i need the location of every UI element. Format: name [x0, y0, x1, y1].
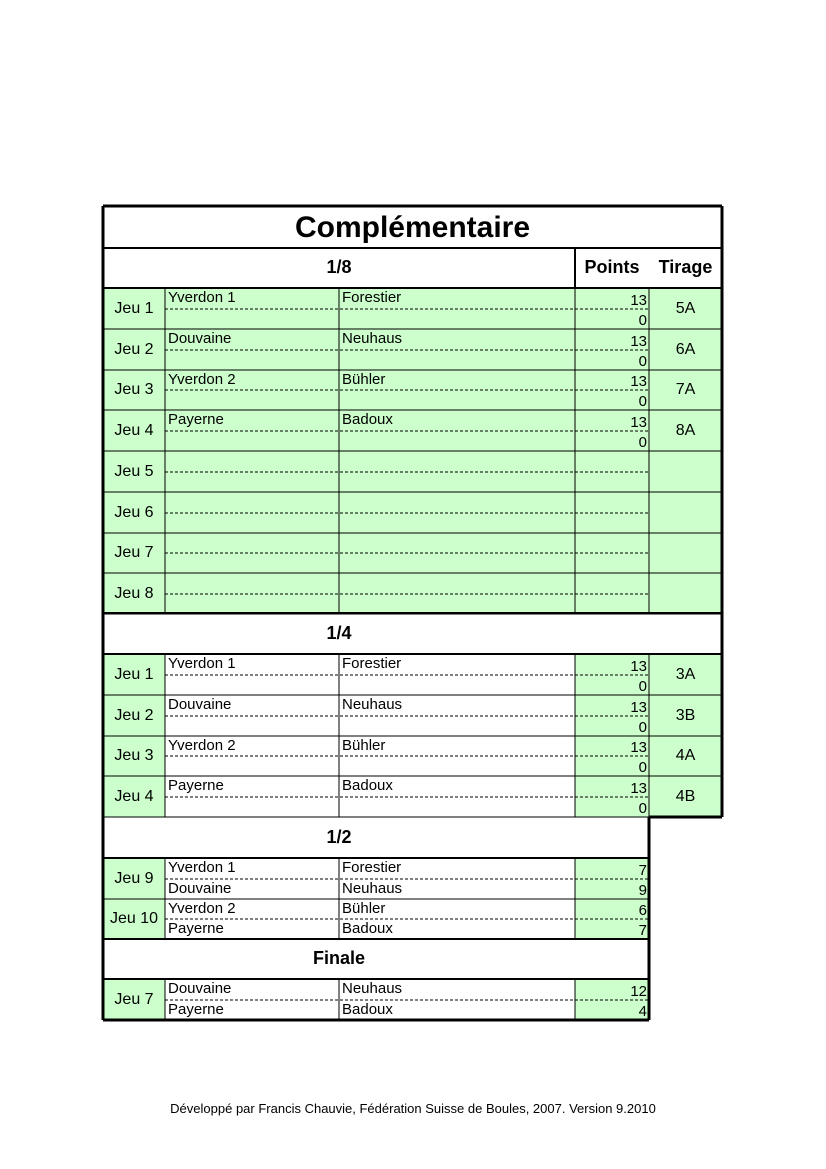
team-player-2: Badoux — [339, 410, 575, 431]
game-label: Jeu 3 — [103, 370, 165, 410]
score-cell: 13 — [575, 288, 649, 309]
game-label: Jeu 7 — [103, 533, 165, 573]
score-cell: 13 — [575, 695, 649, 716]
team-player-2: Forestier — [339, 654, 575, 675]
tirage-cell: 7A — [649, 370, 722, 410]
points-header: Points — [584, 257, 640, 277]
page-title: Complémentaire — [294, 211, 531, 244]
tirage-cell: 6A — [649, 329, 722, 370]
final-label: Finale — [312, 948, 365, 968]
team-player-2: Badoux — [339, 919, 575, 939]
team-player-2: Neuhaus — [339, 979, 575, 1000]
score-cell: 7 — [575, 858, 649, 879]
score-cell: 6 — [575, 899, 649, 919]
game-label: Jeu 5 — [103, 451, 165, 492]
tirage-cell: 4A — [649, 736, 722, 776]
quarters-label: 1/4 — [326, 623, 352, 643]
score-cell: 0 — [575, 756, 649, 776]
game-label: Jeu 7 — [103, 979, 165, 1020]
score-cell: 13 — [575, 370, 649, 390]
team-player-2: Neuhaus — [339, 879, 575, 899]
score-cell: 0 — [575, 797, 649, 817]
tirage-cell: 8A — [649, 410, 722, 451]
team-player-1: Douvaine — [165, 695, 339, 716]
team-player-2: Forestier — [339, 858, 575, 879]
footer-credit: Développé par Francis Chauvie, Fédération Suisse de Boules, 2007. Version 9.2010 — [170, 1101, 656, 1116]
team-player-2: Bühler — [339, 370, 575, 390]
team-player-1: Yverdon 1 — [165, 288, 339, 309]
game-label: Jeu 6 — [103, 492, 165, 533]
game-label: Jeu 2 — [103, 329, 165, 370]
team-player-1: Yverdon 2 — [165, 370, 339, 390]
team-player-1: Yverdon 1 — [165, 654, 339, 675]
team-player-2: Badoux — [339, 1000, 575, 1020]
tirage-header: Tirage — [658, 257, 713, 277]
score-cell: 0 — [575, 716, 649, 736]
score-cell: 7 — [575, 919, 649, 939]
score-cell: 13 — [575, 736, 649, 756]
round-header-label: 1/8 — [326, 257, 352, 277]
team-player-1: Douvaine — [165, 879, 339, 899]
game-label: Jeu 10 — [103, 899, 165, 939]
team-player-1: Payerne — [165, 919, 339, 939]
team-player-2: Neuhaus — [339, 329, 575, 350]
game-label: Jeu 1 — [103, 654, 165, 695]
score-cell: 13 — [575, 654, 649, 675]
team-player-1: Yverdon 2 — [165, 899, 339, 919]
team-player-2: Bühler — [339, 736, 575, 756]
team-player-2: Neuhaus — [339, 695, 575, 716]
tirage-cell: 3B — [649, 695, 722, 736]
score-cell: 0 — [575, 350, 649, 370]
score-cell: 0 — [575, 309, 649, 329]
game-label: Jeu 4 — [103, 410, 165, 451]
game-label: Jeu 9 — [103, 858, 165, 899]
team-player-1: Payerne — [165, 1000, 339, 1020]
team-player-2: Forestier — [339, 288, 575, 309]
score-cell: 0 — [575, 390, 649, 410]
score-cell: 0 — [575, 675, 649, 695]
team-player-1: Yverdon 1 — [165, 858, 339, 879]
tirage-cell: 4B — [649, 776, 722, 817]
score-cell: 13 — [575, 410, 649, 431]
game-label: Jeu 3 — [103, 736, 165, 776]
team-player-2: Bühler — [339, 899, 575, 919]
score-cell: 9 — [575, 879, 649, 899]
tirage-cell: 3A — [649, 654, 722, 695]
score-cell: 4 — [575, 1000, 649, 1020]
team-player-1: Payerne — [165, 776, 339, 797]
score-cell: 12 — [575, 979, 649, 1000]
game-label: Jeu 8 — [103, 573, 165, 614]
score-cell: 0 — [575, 431, 649, 451]
score-cell: 13 — [575, 329, 649, 350]
team-player-1: Payerne — [165, 410, 339, 431]
game-label: Jeu 1 — [103, 288, 165, 329]
team-player-2: Badoux — [339, 776, 575, 797]
team-player-1: Douvaine — [165, 979, 339, 1000]
semis-label: 1/2 — [326, 827, 352, 847]
tirage-cell: 5A — [649, 288, 722, 329]
team-player-1: Yverdon 2 — [165, 736, 339, 756]
team-player-1: Douvaine — [165, 329, 339, 350]
game-label: Jeu 2 — [103, 695, 165, 736]
game-label: Jeu 4 — [103, 776, 165, 817]
score-cell: 13 — [575, 776, 649, 797]
